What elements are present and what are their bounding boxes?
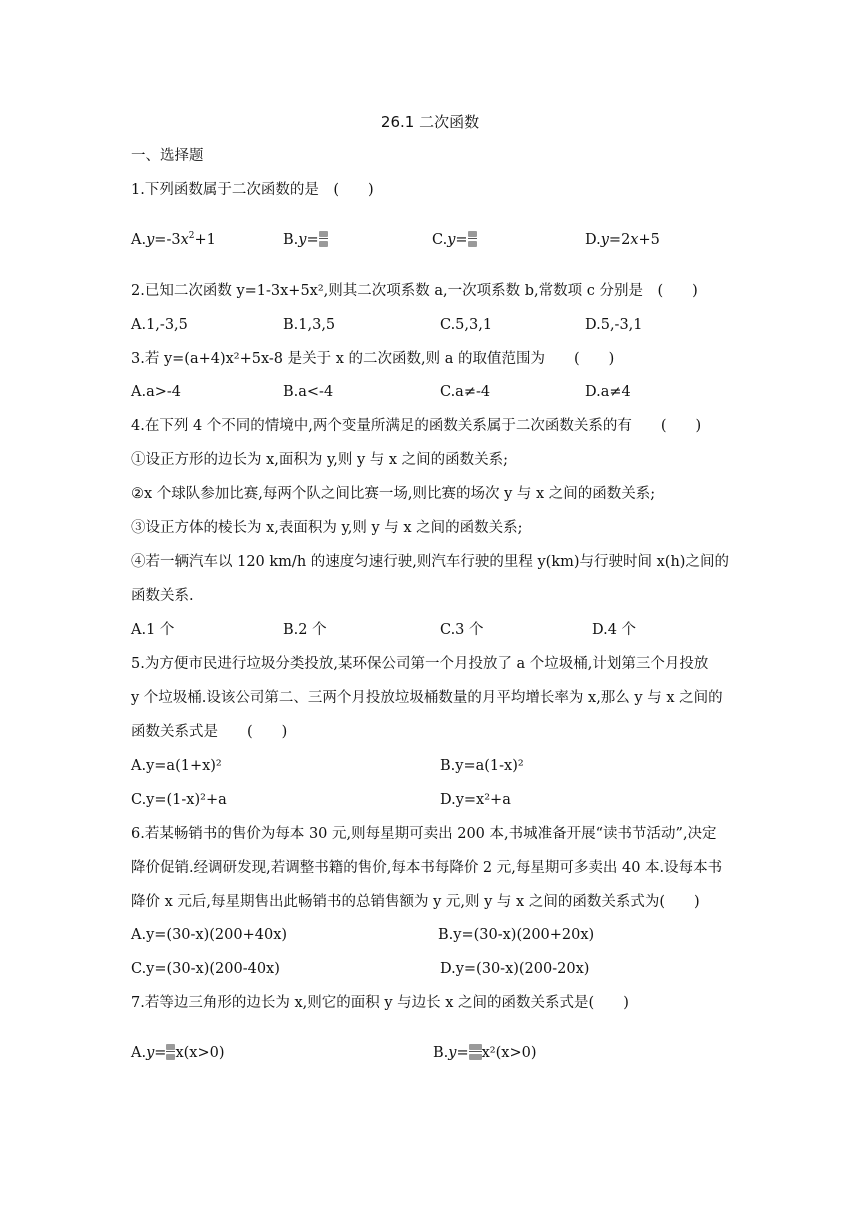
question-6-option-b: B.y=(30-x)(200+20x) [438,927,595,943]
fraction-image [166,1043,175,1061]
question-6-line-3: 降价 x 元后,每星期售出此畅销书的总销售额为 y 元,则 y 与 x 之间的函数关系式为( ) [131,894,700,910]
question-4-option-c: C.3 个 [440,622,484,638]
question-4-item-4-cont: 函数关系. [131,588,194,604]
question-7-option-a: A.y= x(x>0) [131,1045,225,1061]
question-3-option-c: C.a≠-4 [440,384,491,400]
page-title: 26.1 二次函数 [380,113,480,131]
question-2-option-b: B.1,3,5 [283,317,336,333]
question-2-option-a: A.1,-3,5 [131,317,188,333]
question-1-stem: 1.下列函数属于二次函数的是 ( ) [131,182,374,198]
fraction-image [468,230,477,248]
question-5-option-b: B.y=a(1-x)² [440,758,524,774]
question-3-option-a: A.a>-4 [131,384,181,400]
fraction-image [319,230,328,248]
question-4-item-2: ②x 个球队参加比赛,每两个队之间比赛一场,则比赛的场次 y 与 x 之间的函数关系; [131,486,656,502]
section-heading: 一、选择题 [131,148,204,164]
question-6-line-1: 6.若某畅销书的售价为每本 30 元,则每星期可卖出 200 本,书城准备开展“读书节活动”,决定 [131,826,717,842]
question-6-option-a: A.y=(30-x)(200+40x) [131,927,288,943]
question-5-line-3: 函数关系式是 ( ) [131,724,288,740]
question-4-item-3: ③设正方体的棱长为 x,表面积为 y,则 y 与 x 之间的函数关系; [131,520,523,536]
question-7-stem: 7.若等边三角形的边长为 x,则它的面积 y 与边长 x 之间的函数关系式是( ) [131,995,629,1011]
question-3-option-d: D.a≠4 [585,384,631,400]
question-3-option-b: B.a<-4 [283,384,334,400]
question-1-option-c: C.y= [432,230,477,250]
question-5-line-1: 5.为方便市民进行垃圾分类投放,某环保公司第一个月投放了 a 个垃圾桶,计划第三个月投放 [131,656,709,672]
question-6-option-c: C.y=(30-x)(200-40x) [131,961,280,977]
question-4-option-a: A.1 个 [131,622,175,638]
question-3-stem: 3.若 y=(a+4)x²+5x-8 是关于 x 的二次函数,则 a 的取值范围为 ( ) [131,351,615,367]
question-1-option-d: D.y=2x+5 [585,232,660,248]
question-2-stem: 2.已知二次函数 y=1-3x+5x²,则其二次项系数 a,一次项系数 b,常数项 c 分别是 ( ) [131,283,698,299]
question-6-line-2: 降价促销.经调研发现,若调整书籍的售价,每本书每降价 2 元,每星期可多卖出 40 本.设每本书 [131,860,723,876]
question-5-line-2: y 个垃圾桶.设该公司第二、三两个月投放垃圾桶数量的月平均增长率为 x,那么 y 与 x 之间的 [131,690,723,706]
question-4-option-b: B.2 个 [283,622,327,638]
question-5-option-a: A.y=a(1+x)² [131,758,222,774]
fraction-image [469,1043,482,1061]
question-4-item-1: ①设正方形的边长为 x,面积为 y,则 y 与 x 之间的函数关系; [131,452,509,468]
question-1-option-b: B.y= [283,230,328,250]
question-5-option-c: C.y=(1-x)²+a [131,792,227,808]
question-6-option-d: D.y=(30-x)(200-20x) [440,961,590,977]
question-7-option-b: B.y= x²(x>0) [433,1045,537,1061]
question-4-option-d: D.4 个 [592,622,637,638]
question-4-stem: 4.在下列 4 个不同的情境中,两个变量所满足的函数关系属于二次函数关系的有 ( ) [131,418,702,434]
question-2-option-c: C.5,3,1 [440,317,493,333]
question-5-option-d: D.y=x²+a [440,792,511,808]
question-4-item-4: ④若一辆汽车以 120 km/h 的速度匀速行驶,则汽车行驶的里程 y(km)与行驶时间 x(h)之间的 [131,554,729,570]
question-1-option-a: $A.y=-3x^2+1$ [131,231,216,248]
question-2-option-d: D.5,-3,1 [585,317,643,333]
